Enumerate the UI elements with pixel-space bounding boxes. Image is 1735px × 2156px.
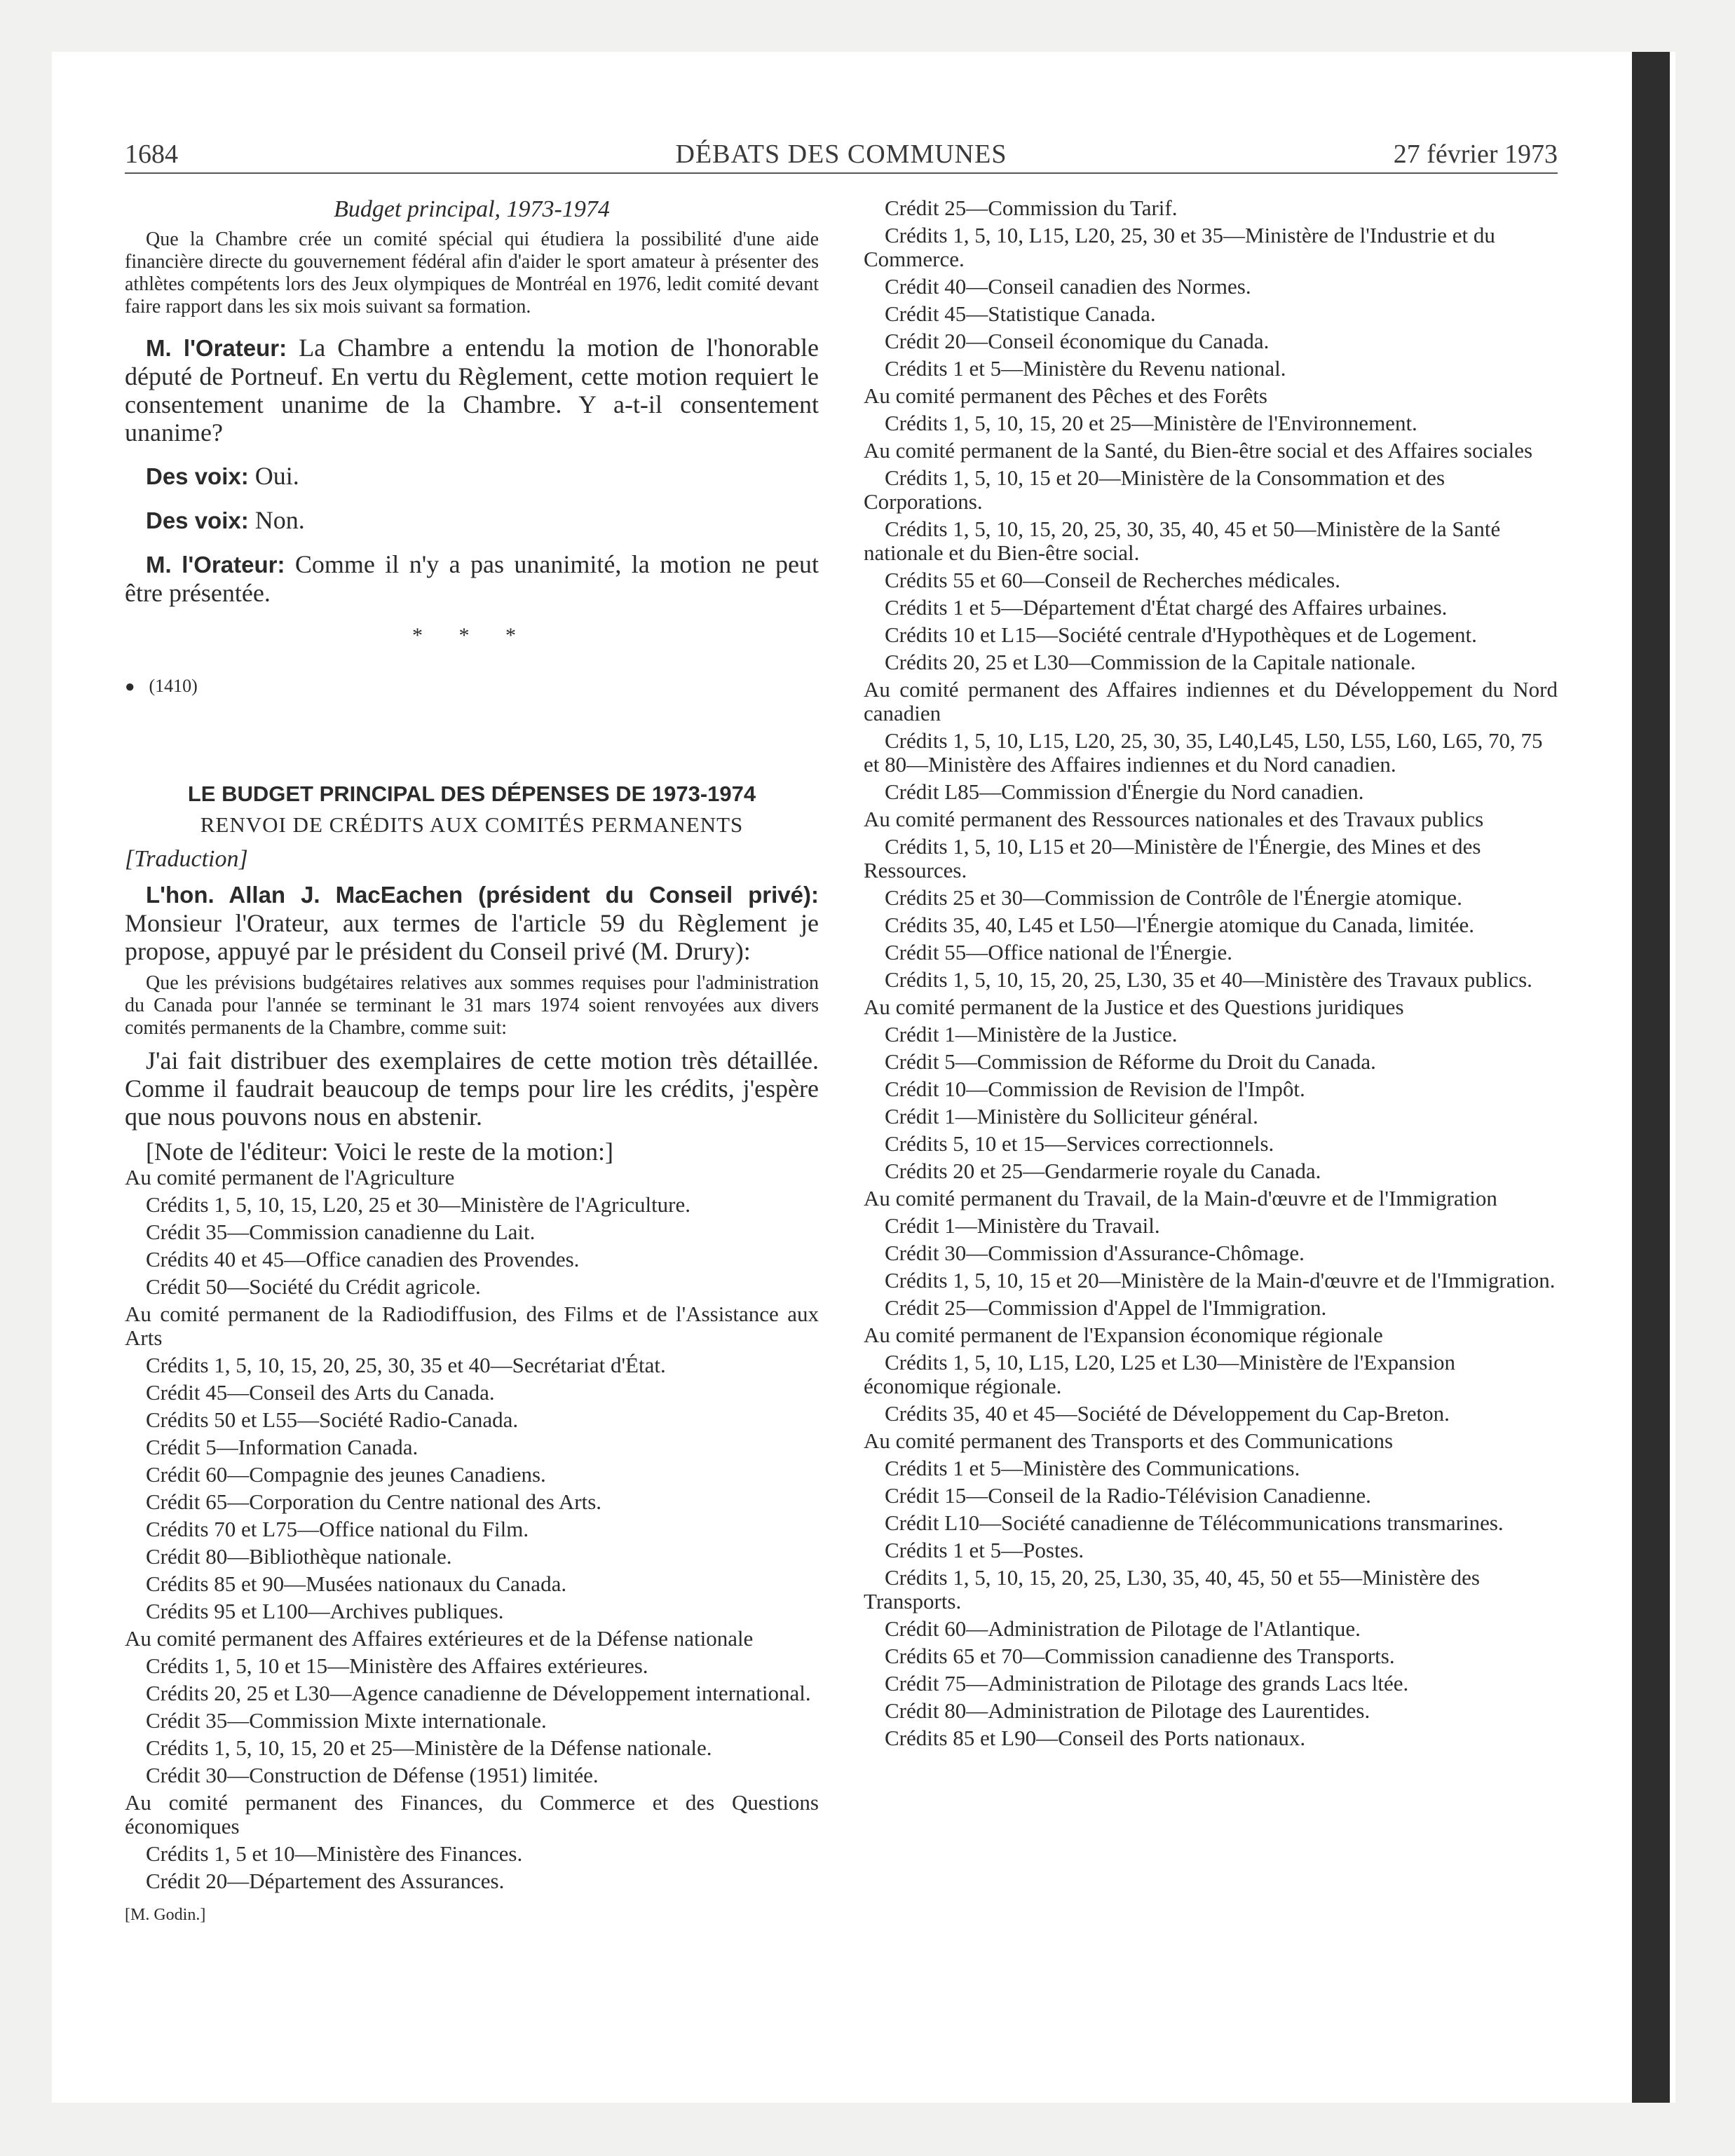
credit-item: Crédit 40—Conseil canadien des Normes. [885,274,1251,299]
credit-item: Crédits 1, 5, 10, L15 et 20—Ministère de l'Énergie, des Mines et des Ressources. [864,834,1481,882]
time-stamp: (1410) [149,676,198,696]
credit-item: Crédit 80—Administration de Pilotage des Laurentides. [885,1698,1370,1723]
editor-note: [Note de l'éditeur: Voici le reste de la motion:] [146,1138,613,1166]
bullet-icon: ● [125,678,135,696]
credit-item: Crédits 1, 5, 10, 15 et 20—Ministère de la Main-d'œuvre et de l'Immigration. [885,1268,1556,1292]
speaker-label: M. l'Orateur: [146,552,285,578]
footnote: [M. Godin.] [125,1906,206,1924]
voices-paragraph-1 [125,462,819,491]
committee-heading: Au comité permanent de la Santé, du Bien-être social et des Affaires sociales [864,438,1533,463]
remark-paragraph: J'ai fait distribuer des exemplaires de cette motion très détaillée. Comme il faudrait beaucoup de temps pour lire les crédits, j'espère que nous pouvons nous en abstenir. [125,1046,819,1131]
credit-item: Crédits 1, 5, 10, 15, 20, 25, 30, 35 et 40—Secrétariat d'État. [146,1353,666,1377]
credit-item: Crédits 1, 5, 10, 15 et 20—Ministère de la Consommation et des Corporations. [864,465,1445,514]
mover-paragraph [125,880,819,965]
credit-item: Crédits 1, 5, 10, 15, L20, 25 et 30—Ministère de l'Agriculture. [146,1192,691,1217]
credit-list-left [125,1166,819,1893]
committee-heading: Au comité permanent de la Justice et des Questions juridiques [864,995,1404,1019]
committee-heading: Au comité permanent des Affaires extérieures et de la Défense nationale [125,1626,754,1651]
speech-text: Oui. [254,462,299,490]
credit-item: Crédit 35—Commission canadienne du Lait. [146,1220,536,1244]
committee-heading: Au comité permanent de l'Expansion économique régionale [864,1323,1383,1347]
credit-item: Crédits 10 et L15—Société centrale d'Hypothèques et de Logement. [885,622,1477,647]
voices-paragraph-2 [125,506,819,535]
credit-item: Crédit L10—Société canadienne de Télécommunications transmarines. [885,1510,1504,1535]
speech-text: Comme il n'y a pas unanimité, la motion ne peut être présentée. [125,550,819,607]
credit-item: Crédit 80—Bibliothèque nationale. [146,1544,452,1569]
credit-item: Crédits 1, 5 et 10—Ministère des Finances. [146,1841,523,1866]
credit-item: Crédits 5, 10 et 15—Services correctionnels. [885,1131,1274,1156]
credit-item: Crédits 1, 5, 10, L15, L20, 25, 30, 35, L40,L45, L50, L55, L60, L65, 70, 75 et 80—Ministère des Affaires indiennes et du Nord canadien. [864,728,1543,777]
committee-heading: Au comité permanent des Pêches et des Forêts [864,383,1267,408]
section-heading: LE BUDGET PRINCIPAL DES DÉPENSES DE 1973-1974 [187,782,756,806]
credit-item: Crédit 20—Département des Assurances. [146,1869,505,1893]
credit-item: Crédits 1 et 5—Ministère du Revenu national. [885,356,1286,381]
speech-text: Monsieur l'Orateur, aux termes de l'article 59 du Règlement je propose, appuyé par le président du Conseil privé (M. Drury): [125,909,819,965]
credit-item: Crédit 45—Statistique Canada. [885,301,1156,326]
credit-item: Crédits 20 et 25—Gendarmerie royale du Canada. [885,1159,1321,1183]
committee-heading: Au comité permanent des Finances, du Commerce et des Questions économiques [125,1790,819,1838]
speaker-label: L'hon. Allan J. MacEachen (président du Conseil privé): [146,882,819,908]
credit-item: Crédits 50 et L55—Société Radio-Canada. [146,1407,519,1432]
translation-tag: [Traduction] [125,846,248,872]
credit-item: Crédit 25—Commission du Tarif. [885,196,1178,220]
credit-item: Crédit 1—Ministère du Travail. [885,1213,1160,1238]
credit-item: Crédit 35—Commission Mixte internationale. [146,1708,547,1733]
motion-text: Que la Chambre crée un comité spécial qui étudiera la possibilité d'une aide financière directe du gouvernement fédéral afin d'aider le sport amateur à présenter des athlètes compétents lors des Jeux olympiques de Montréal en 1976, ledit comité devant faire rapport dans les six mois suivant sa formation. [125,228,819,318]
credit-item: Crédits 20, 25 et L30—Agence canadienne de Développement international. [146,1681,811,1705]
speaker-label: M. l'Orateur: [146,335,287,361]
credit-item: Crédit 1—Ministère de la Justice. [885,1022,1178,1046]
speaker-label: Des voix: [146,507,249,533]
credit-item: Crédits 1, 5, 10, 15, 20 et 25—Ministère de la Défense nationale. [146,1735,712,1760]
credit-item: Crédit 25—Commission d'Appel de l'Immigration. [885,1295,1327,1320]
budget-subheading: Budget principal, 1973-1974 [334,196,610,222]
committee-heading: Au comité permanent du Travail, de la Main-d'œuvre et de l'Immigration [864,1186,1497,1210]
right-column [864,196,1558,1754]
credit-item: Crédits 55 et 60—Conseil de Recherches médicales. [885,568,1340,592]
committee-heading: Au comité permanent des Ressources nationales et des Travaux publics [864,807,1484,831]
credit-item: Crédits 20, 25 et L30—Commission de la Capitale nationale. [885,650,1416,674]
header-rule [125,172,1558,174]
credit-item: Crédit 50—Société du Crédit agricole. [146,1274,481,1299]
credit-item: Crédits 1, 5, 10, L15, L20, L25 et L30—Ministère de l'Expansion économique régionale. [864,1350,1456,1398]
credit-item: Crédits 65 et 70—Commission canadienne des Transports. [885,1644,1395,1668]
credit-item: Crédit 1—Ministère du Solliciteur général. [885,1104,1258,1128]
credit-item: Crédit 30—Construction de Défense (1951) limitée. [146,1763,599,1787]
speaker-paragraph-2 [125,550,819,607]
credit-item: Crédits 1, 5, 10 et 15—Ministère des Affaires extérieures. [146,1653,648,1678]
running-title: DÉBATS DES COMMUNES [675,139,1007,169]
motion-text-2: Que les prévisions budgétaires relatives aux sommes requises pour l'administration du Canada pour l'année se terminant le 31 mars 1974 soient renvoyées aux divers comités permanents de la Chambre, comme suit: [125,972,819,1039]
section-subheading: RENVOI DE CRÉDITS AUX COMITÉS PERMANENTS [200,812,744,837]
committee-heading: Au comité permanent de l'Agriculture [125,1165,455,1189]
speech-text: La Chambre a entendu la motion de l'honorable député de Portneuf. En vertu du Règlement, cette motion requiert le consentement unanime de la Chambre. Y a-t-il consentement unanime? [125,334,819,446]
credit-item: Crédits 1, 5, 10, L15, L20, 25, 30 et 35—Ministère de l'Industrie et du Commerce. [864,223,1495,271]
time-stamp-line [125,676,819,697]
credit-item: Crédit 15—Conseil de la Radio-Télévision Canadienne. [885,1483,1371,1508]
credit-item: Crédits 35, 40, L45 et L50—l'Énergie atomique du Canada, limitée. [885,913,1474,937]
credit-item: Crédits 85 et L90—Conseil des Ports nationaux. [885,1726,1306,1750]
credit-item: Crédits 1 et 5—Département d'État chargé des Affaires urbaines. [885,595,1448,620]
credit-item: Crédit 60—Compagnie des jeunes Canadiens. [146,1462,546,1487]
page-date: 27 février 1973 [1393,139,1558,169]
committee-heading: Au comité permanent des Transports et des Communications [864,1428,1394,1453]
credit-item: Crédit 65—Corporation du Centre national des Arts. [146,1489,602,1514]
credit-item: Crédit 10—Commission de Revision de l'Impôt. [885,1077,1305,1101]
committee-heading: Au comité permanent de la Radiodiffusion, des Films et de l'Assistance aux Arts [125,1302,819,1350]
scan-spine-edge [1632,52,1670,2103]
credit-item: Crédit L85—Commission d'Énergie du Nord canadien. [885,779,1364,804]
credit-item: Crédit 20—Conseil économique du Canada. [885,329,1270,353]
credit-item: Crédits 1 et 5—Postes. [885,1538,1084,1562]
left-column [125,196,819,1925]
credit-item: Crédits 1, 5, 10, 15, 20, 25, L30, 35 et 40—Ministère des Travaux publics. [885,967,1532,992]
credit-item: Crédits 40 et 45—Office canadien des Provendes. [146,1247,580,1271]
speech-text: Non. [254,506,305,534]
credit-item: Crédits 25 et 30—Commission de Contrôle de l'Énergie atomique. [885,885,1462,910]
credit-item: Crédits 1, 5, 10, 15, 20, 25, L30, 35, 40, 45, 50 et 55—Ministère des Transports. [864,1565,1480,1613]
committee-heading: Au comité permanent des Affaires indiennes et du Développement du Nord canadien [864,677,1558,725]
credit-list-right [864,196,1558,1750]
credit-item: Crédit 45—Conseil des Arts du Canada. [146,1380,495,1405]
credit-item: Crédit 55—Office national de l'Énergie. [885,940,1232,964]
page-number: 1684 [125,139,178,169]
credit-item: Crédits 35, 40 et 45—Société de Développement du Cap-Breton. [885,1401,1450,1426]
credit-item: Crédits 95 et L100—Archives publiques. [146,1599,504,1623]
credit-item: Crédit 75—Administration de Pilotage des grands Lacs ltée. [885,1671,1409,1696]
credit-item: Crédits 1, 5, 10, 15, 20 et 25—Ministère de l'Environnement. [885,411,1417,435]
credit-item: Crédits 1 et 5—Ministère des Communications. [885,1456,1300,1480]
speaker-label: Des voix: [146,463,249,489]
credit-item: Crédits 70 et L75—Office national du Film. [146,1517,529,1541]
page-header [125,139,1558,174]
speaker-paragraph-1 [125,334,819,446]
credit-item: Crédits 1, 5, 10, 15, 20, 25, 30, 35, 40, 45 et 50—Ministère de la Santé nationale et du Bien-être social. [864,517,1501,565]
credit-item: Crédit 60—Administration de Pilotage de l'Atlantique. [885,1616,1361,1641]
credit-item: Crédit 5—Commission de Réforme du Droit du Canada. [885,1049,1376,1074]
credit-item: Crédit 5—Information Canada. [146,1435,419,1459]
credit-item: Crédits 85 et 90—Musées nationaux du Canada. [146,1571,567,1596]
credit-item: Crédit 30—Commission d'Assurance-Chômage. [885,1241,1305,1265]
section-separator-stars: * * * [412,624,531,647]
